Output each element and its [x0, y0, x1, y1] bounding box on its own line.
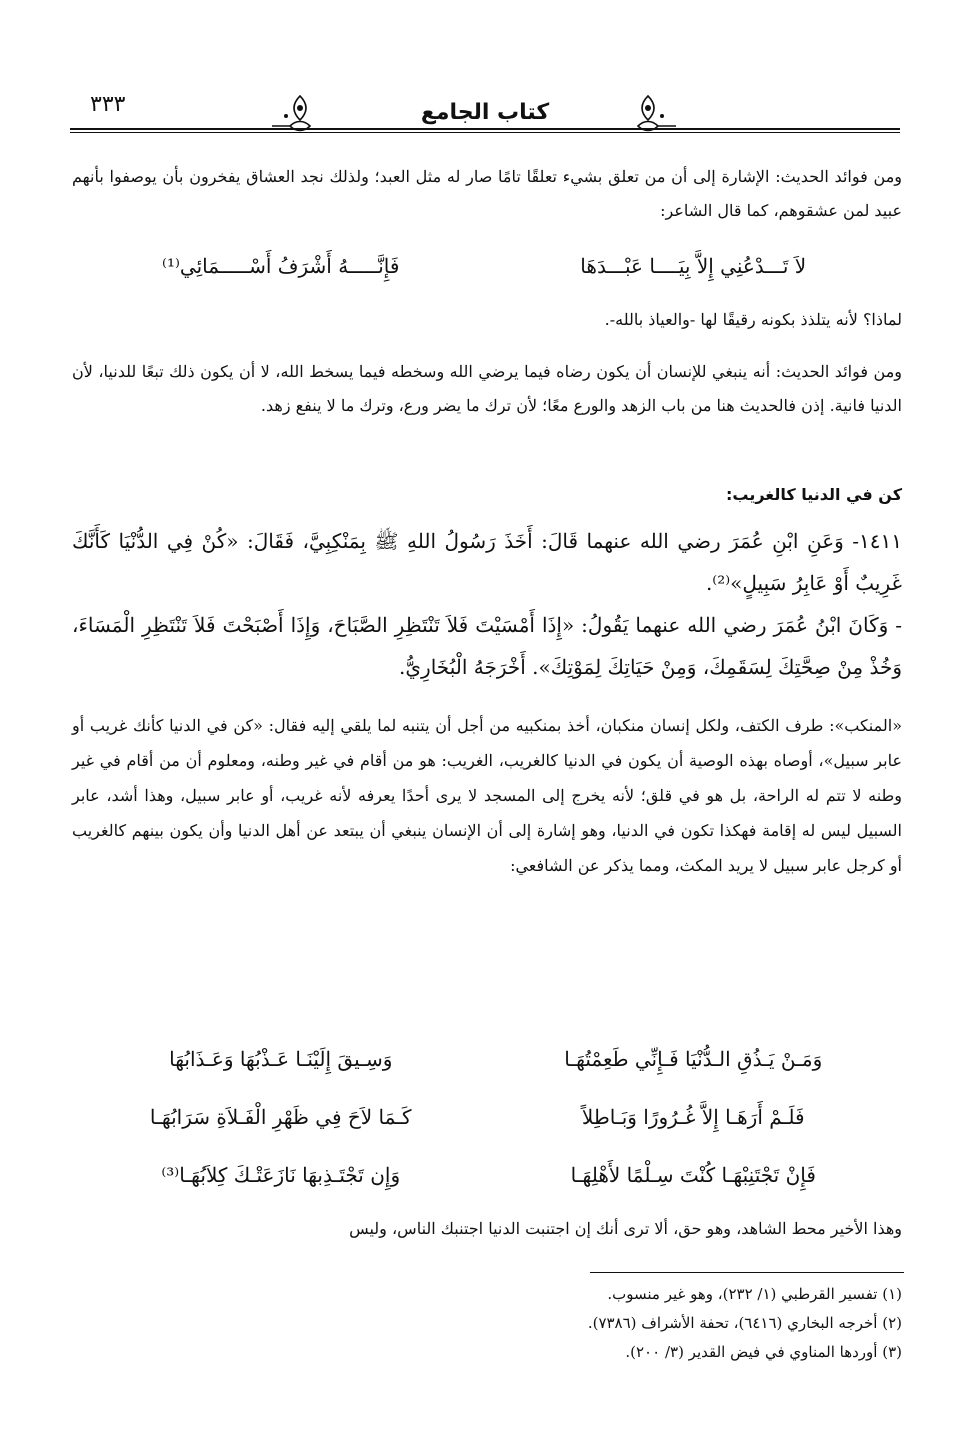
section-heading-text: كن في الدنيا كالغريب: — [725, 485, 902, 504]
verse-4-second-hemistich: وَإِن تَجْتَـذِبهَا نَازَعَتْـكَ كِلاَبُهَـا⁽³⁾ — [161, 1163, 401, 1187]
text-p4: «المنكب»: طرف الكتف، ولكل إنسان منكبان، أخذ بمنكبيه من أجل أن يتنبه لما يلقي إليه فقال: «كن في الدنيا كأنك غريب أو عابر سبيل»، أوصاه بهذه الوصية أن يكون في الدنيا كالغريب، الغريب: هو من أقام في غير وطنه، ومعلوم أن من أقام في غير وطنه لا تتم له الراحة، بل هو في قلق؛ لأنه يخرج إلى المسجد لا يرى أحدًا يعرفه لأنه غريب، أو عابر سبيل، وهذا أشد، عابر السبيل ليس له إقامة فهكذا تكون في الدنيا، وهو إشارة إلى أن الإنسان ينبغي أن يبتعد عن أهل الدنيا وأن يكون بينهم كالغريب أو كرجل عابر سبيل لا يريد المكث، ومما يذكر عن الشافعي: — [72, 716, 902, 875]
verse-2-first-hemistich: وَمَـنْ يَـذُقِ الـدُّنْيَا فَـإِنِّي طَعِمْتُهَـا — [564, 1047, 823, 1071]
footnote-3: (٣) أوردها المناوي في فيض القدير (٣/ ٢٠٠). — [625, 1343, 902, 1361]
text-p5: وهذا الأخير محط الشاهد، وهو حق، ألا ترى أنك إن اجتنبت الدنيا اجتنبك الناس، وليس — [349, 1219, 902, 1238]
footnote-separator — [590, 1272, 904, 1273]
hadith-block — [72, 520, 902, 688]
header-rule-thin — [70, 132, 900, 133]
hadith-ibn-umar-saying: - وَكَانَ ابْنُ عُمَرَ رضي الله عنهما يَقُولُ: «إِذَا أَمْسَيْتَ فَلاَ تَنْتَظِرِ الصَّبَاحَ، وَإِذَا أَصْبَحْتَ فَلاَ تَنْتَظِرِ الْمَسَاءَ، وَخُذْ مِنْ صِحَّتِكَ لِسَقَمِكَ، وَمِنْ حَيَاتِكَ لِمَوْتِكَ». أَخْرَجَهُ الْبُخَارِيُّ. — [72, 613, 902, 679]
verse-3-first-hemistich: فَلَـمْ أَرَهَـا إِلاَّ غُـرُورًا وَبَـاطِلاً — [581, 1105, 805, 1129]
text-p3: ومن فوائد الحديث: أنه ينبغي للإنسان أن يكون رضاه فيما يرضي الله وسخطه فيما يسخط الله، لا أن يكون ذلك تبعًا للدنيا، لأن الدنيا فانية. إذن فالحديث هنا من باب الزهد والورع معًا؛ لأن ترك ما يضر ورع، وترك ما لا ينفع زهد. — [72, 362, 902, 415]
text-p2: لماذا؟ لأنه يتلذذ بكونه رقيقًا لها -والعياذ بالله-. — [604, 310, 902, 329]
paragraph-3 — [72, 355, 902, 423]
paragraph-5 — [72, 1212, 902, 1246]
section-heading — [72, 478, 902, 512]
verse-4-first-hemistich: فَإِنْ تَجْتَنِبْهَـا كُنْتَ سِـلْمًا لأَهْلِهَـا — [570, 1163, 816, 1187]
footnotes — [72, 1280, 902, 1367]
paragraph-4 — [72, 708, 902, 883]
verse-1-second-hemistich: فَإِنَّـــــهُ أَشْرَفُ أَسْـــــمَائِي⁽¹⁾ — [162, 254, 400, 278]
verse-1 — [72, 246, 902, 286]
header-rule — [70, 128, 900, 130]
page-number: ٣٣٣ — [90, 92, 126, 117]
page-title: كتاب الجامع — [420, 100, 550, 125]
verse-1-first-hemistich: لاَ تَـــدْعُنِي إِلاَّ بِيَــــا عَبْـــدَهَا — [580, 254, 807, 278]
footnote-2: (٢) أخرجه البخاري (٦٤١٦)، تحفة الأشراف (٧٣٨٦). — [587, 1314, 902, 1332]
verses-shafii — [72, 1030, 902, 1204]
ornament-right-icon — [630, 86, 678, 134]
verse-2-second-hemistich: وَسِـيقَ إِلَيْنَـا عَـذْبُهَا وَعَـذَابُهَا — [169, 1047, 393, 1071]
verse-3-second-hemistich: كَـمَا لاَحَ فِي ظَهْرِ الْفَـلاَةِ سَرَابُهَـا — [149, 1105, 412, 1129]
text-p1: ومن فوائد الحديث: الإشارة إلى أن من تعلق بشيء تعلقًا تامًا صار له مثل العبد؛ ولذلك نجد العشاق يفخرون بأن يوصفوا بأنهم عبيد لمن عشقوهم، كما قال الشاعر: — [72, 167, 902, 220]
page-header — [70, 86, 900, 156]
hadith-1411: ١٤١١- وَعَنِ ابْنِ عُمَرَ رضي الله عنهما قَالَ: أَخَذَ رَسُولُ اللهِ ﷺ بِمَنْكِبِيَّ، فَقَالَ: «كُنْ فِي الدُّنْيَا كَأَنَّكَ غَرِيبٌ أَوْ عَابِرُ سَبِيلٍ»⁽²⁾. — [72, 529, 902, 595]
paragraph-2 — [72, 303, 902, 337]
footnote-1: (١) تفسير القرطبي (١/ ٢٣٢)، وهو غير منسوب. — [607, 1285, 902, 1303]
paragraph-1 — [72, 160, 902, 228]
